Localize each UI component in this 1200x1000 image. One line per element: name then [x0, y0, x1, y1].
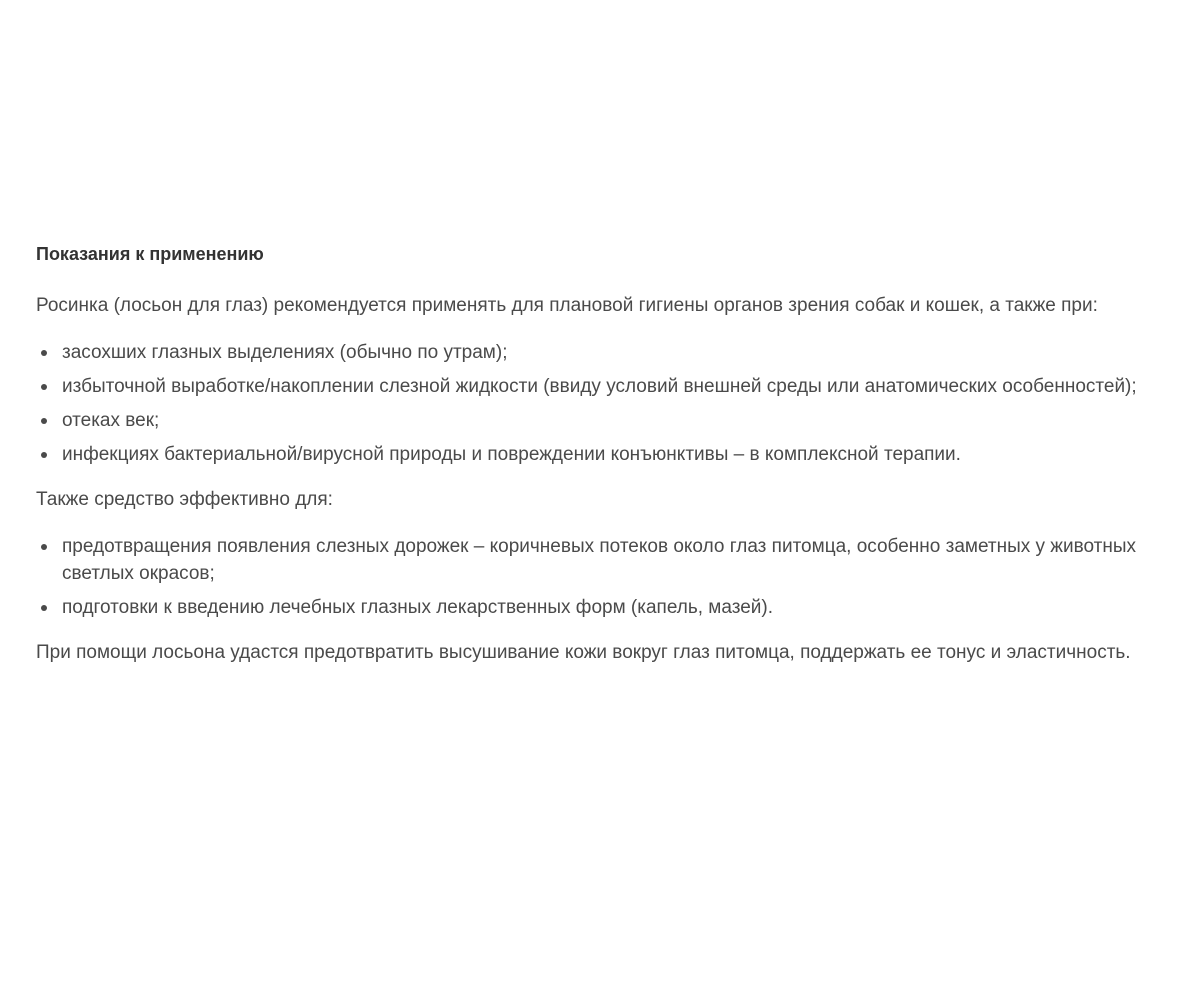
list-item-text: отеках век;: [62, 410, 160, 431]
bullet-dot-icon: [41, 350, 47, 356]
list-item: [36, 407, 1146, 434]
bullet-dot-icon: [41, 418, 47, 424]
list-item: [36, 373, 1146, 400]
list-item-text: предотвращения появления слезных дорожек – коричневых потеков около глаз питомца, особенно заметных у животных светлых окрасов;: [62, 536, 1137, 584]
bullet-dot-icon: [41, 544, 47, 550]
list-item-text: инфекциях бактериальной/вирусной природы и повреждении конъюнктивы – в комплексной терапии.: [62, 444, 961, 465]
list-item: [36, 441, 1146, 468]
article-content: [36, 240, 1146, 686]
list-item-text: подготовки к введению лечебных глазных лекарственных форм (капель, мазей).: [62, 597, 774, 618]
also-paragraph: Также средство эффективно для:: [36, 489, 333, 510]
bullet-dot-icon: [41, 605, 47, 611]
list-item-text: засохших глазных выделениях (обычно по утрам);: [62, 342, 508, 363]
list-item-text: избыточной выработке/накоплении слезной жидкости (ввиду условий внешней среды или анатомических особенностей);: [62, 376, 1137, 397]
conclusion-paragraph: При помощи лосьона удастся предотвратить высушивание кожи вокруг глаз питомца, поддержать ее тонус и эластичность.: [36, 642, 1131, 663]
list-item: [36, 594, 1146, 621]
section-heading: Показания к применению: [36, 244, 264, 264]
effectiveness-list: [36, 533, 1146, 621]
list-item: [36, 533, 1146, 587]
intro-paragraph: Росинка (лосьон для глаз) рекомендуется применять для плановой гигиены органов зрения собак и кошек, а также при:: [36, 295, 1098, 316]
indications-list: [36, 339, 1146, 468]
list-item: [36, 339, 1146, 366]
bullet-dot-icon: [41, 452, 47, 458]
bullet-dot-icon: [41, 384, 47, 390]
